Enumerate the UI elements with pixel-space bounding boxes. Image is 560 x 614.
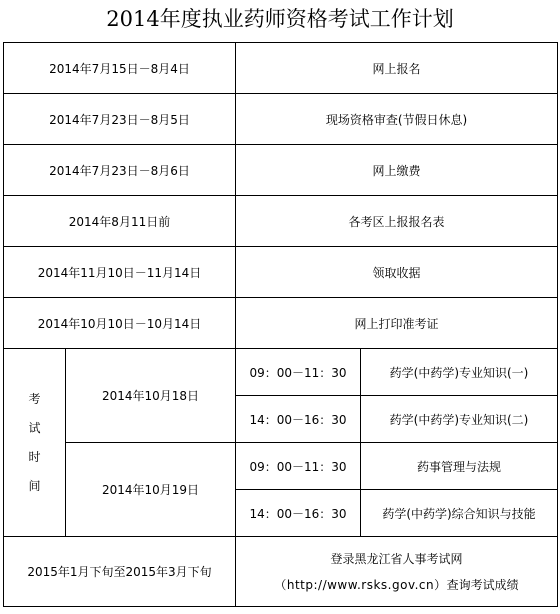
- results-row: [4, 537, 558, 607]
- table-row: [4, 298, 558, 349]
- table-row: [4, 145, 558, 196]
- task-cell: 现场资格审查(节假日休息): [236, 94, 558, 145]
- session-subject-cell: 药学(中药学)专业知识(二): [361, 396, 558, 443]
- results-info-cell: [236, 537, 558, 607]
- exam-date-cell: 2014年10月18日: [66, 349, 236, 443]
- task-cell: 网上打印准考证: [236, 298, 558, 349]
- session-subject-cell: 药事管理与法规: [361, 443, 558, 490]
- session-subject-cell: 药学(中药学)综合知识与技能: [361, 490, 558, 537]
- task-cell: 网上报名: [236, 43, 558, 94]
- task-cell: 各考区上报报名表: [236, 196, 558, 247]
- session-time-cell: 14：00－16：30: [236, 396, 361, 443]
- session-time-cell: 14：00－16：30: [236, 490, 361, 537]
- table-row: [4, 43, 558, 94]
- results-line: [236, 572, 557, 598]
- exam-label-char: 考: [28, 392, 41, 406]
- date-cell: 2014年7月23日－8月5日: [4, 94, 236, 145]
- exam-label-char: 时: [28, 450, 41, 464]
- exam-time-label: [4, 349, 66, 537]
- results-date-cell: 2015年1月下旬至2015年3月下旬: [4, 537, 236, 607]
- exam-row: [4, 443, 558, 490]
- exam-date-cell: 2014年10月19日: [66, 443, 236, 537]
- session-subject-cell: 药学(中药学)专业知识(一): [361, 349, 558, 396]
- results-suffix: 查询考试成绩: [446, 577, 519, 592]
- schedule-table: [3, 42, 558, 607]
- session-time-cell: 09：00－11：30: [236, 443, 361, 490]
- page-title: 2014年度执业药师资格考试工作计划: [106, 7, 454, 31]
- exam-row: [4, 349, 558, 396]
- table-row: [4, 247, 558, 298]
- table-row: [4, 94, 558, 145]
- table-row: [4, 196, 558, 247]
- exam-label-char: 间: [28, 479, 41, 493]
- exam-label-char: 试: [28, 421, 41, 435]
- session-time-cell: 09：00－11：30: [236, 349, 361, 396]
- date-cell: 2014年7月15日－8月4日: [4, 43, 236, 94]
- results-line: 登录黑龙江省人事考试网: [330, 551, 463, 566]
- date-cell: 2014年7月23日－8月6日: [4, 145, 236, 196]
- date-cell: 2014年11月10日－11月14日: [4, 247, 236, 298]
- task-cell: 领取收据: [236, 247, 558, 298]
- date-cell: 2014年8月11日前: [4, 196, 236, 247]
- date-cell: 2014年10月10日－10月14日: [4, 298, 236, 349]
- results-url-link[interactable]: （http://www.rsks.gov.cn）: [274, 577, 447, 592]
- task-cell: 网上缴费: [236, 145, 558, 196]
